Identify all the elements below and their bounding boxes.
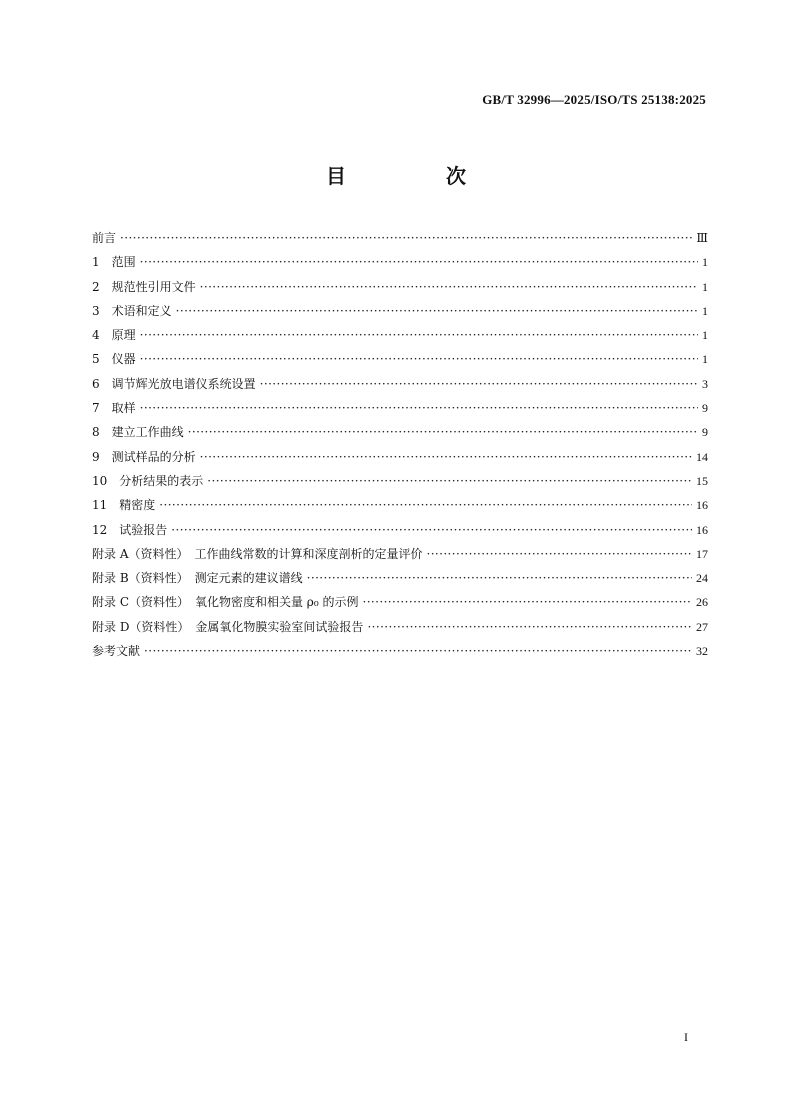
toc-entry-page: 17 [696,546,708,561]
toc-leader-dots [207,469,692,493]
toc-entry-label: 5 仪器 [92,352,136,367]
toc-entry-page: 27 [696,619,708,634]
toc-entry-normative-references[interactable] [92,275,708,299]
toc-entry-page: 16 [696,498,708,513]
toc-entry-annex-a[interactable] [92,542,708,566]
toc-entry-terms-definitions[interactable] [92,299,708,323]
toc-entry-annex-d[interactable] [92,615,708,639]
toc-entry-page: 26 [696,595,708,610]
toc-entry-page: Ⅲ [696,231,708,245]
toc-leader-dots [367,615,692,639]
toc-leader-dots [120,226,692,250]
toc-entry-system-settings[interactable] [92,372,708,396]
toc-entry-page: 9 [702,425,708,440]
toc-leader-dots [426,542,692,566]
toc-entry-page: 1 [702,279,708,294]
toc-leader-dots [176,299,698,323]
toc-leader-dots [200,275,698,299]
toc-entry-label: 2 规范性引用文件 [92,279,196,294]
toc-entry-principle[interactable] [92,323,708,347]
toc-entry-label: 附录 A（资料性） 工作曲线常数的计算和深度剖析的定量评价 [92,546,423,561]
toc-leader-dots [363,590,693,614]
toc-entry-page: 3 [702,376,708,391]
toc-entry-annex-c[interactable] [92,590,708,614]
toc-entry-page: 9 [702,401,708,416]
toc-entry-label: 附录 B（资料性） 测定元素的建议谱线 [92,571,303,586]
toc-entry-page: 1 [702,303,708,318]
toc-entry-label: 12 试验报告 [92,522,168,537]
toc-entry-bibliography[interactable] [92,639,708,663]
toc-entry-page: 1 [702,328,708,343]
toc-entry-foreword[interactable] [92,226,708,250]
toc-entry-precision[interactable] [92,493,708,517]
toc-entry-label: 1 范围 [92,255,136,270]
toc-entry-label: 参考文献 [92,644,141,659]
toc-entry-label: 10 分析结果的表示 [92,473,204,488]
toc-entry-annex-b[interactable] [92,566,708,590]
toc-leader-dots [140,323,698,347]
toc-entry-label: 7 取样 [92,401,136,416]
toc-entry-page: 15 [696,473,708,488]
toc-entry-label: 前言 [92,231,117,245]
toc-leader-dots [144,639,692,663]
toc-entry-label: 8 建立工作曲线 [92,425,184,440]
toc-entry-expression-of-results[interactable] [92,469,708,493]
page-number: I [684,1030,688,1044]
toc-entry-label: 4 原理 [92,328,136,343]
toc-entry-calibration-curve[interactable] [92,420,708,444]
toc-leader-dots [260,372,698,396]
toc-leader-dots [188,420,698,444]
toc-entry-scope[interactable] [92,250,708,274]
toc-entry-page: 24 [696,571,708,586]
toc-entry-page: 1 [702,352,708,367]
toc-entry-page: 1 [702,255,708,270]
toc-entry-page: 14 [696,449,708,464]
toc-entry-label: 附录 C（资料性） 氧化物密度和相关量 ρ₀ 的示例 [92,595,359,610]
toc-entry-sample-analysis[interactable] [92,445,708,469]
page-title: 目 次 [326,164,506,188]
toc-entry-label: 9 测试样品的分析 [92,449,196,464]
toc-leader-dots [307,566,692,590]
toc-entry-apparatus[interactable] [92,347,708,371]
table-of-contents [92,226,708,663]
toc-leader-dots [159,493,692,517]
toc-entry-label: 附录 D（资料性） 金属氧化物膜实验室间试验报告 [92,619,364,634]
toc-entry-sampling[interactable] [92,396,708,420]
toc-entry-page: 32 [696,644,708,659]
toc-leader-dots [171,518,692,542]
standard-number: GB/T 32996—2025/ISO/TS 25138:2025 [482,92,706,107]
toc-entry-label: 11 精密度 [92,498,156,513]
toc-entry-label: 3 术语和定义 [92,303,172,318]
toc-leader-dots [140,347,698,371]
toc-leader-dots [200,445,692,469]
toc-entry-test-report[interactable] [92,518,708,542]
toc-leader-dots [140,250,698,274]
toc-leader-dots [140,396,698,420]
toc-entry-label: 6 调节辉光放电谱仪系统设置 [92,376,256,391]
toc-entry-page: 16 [696,522,708,537]
